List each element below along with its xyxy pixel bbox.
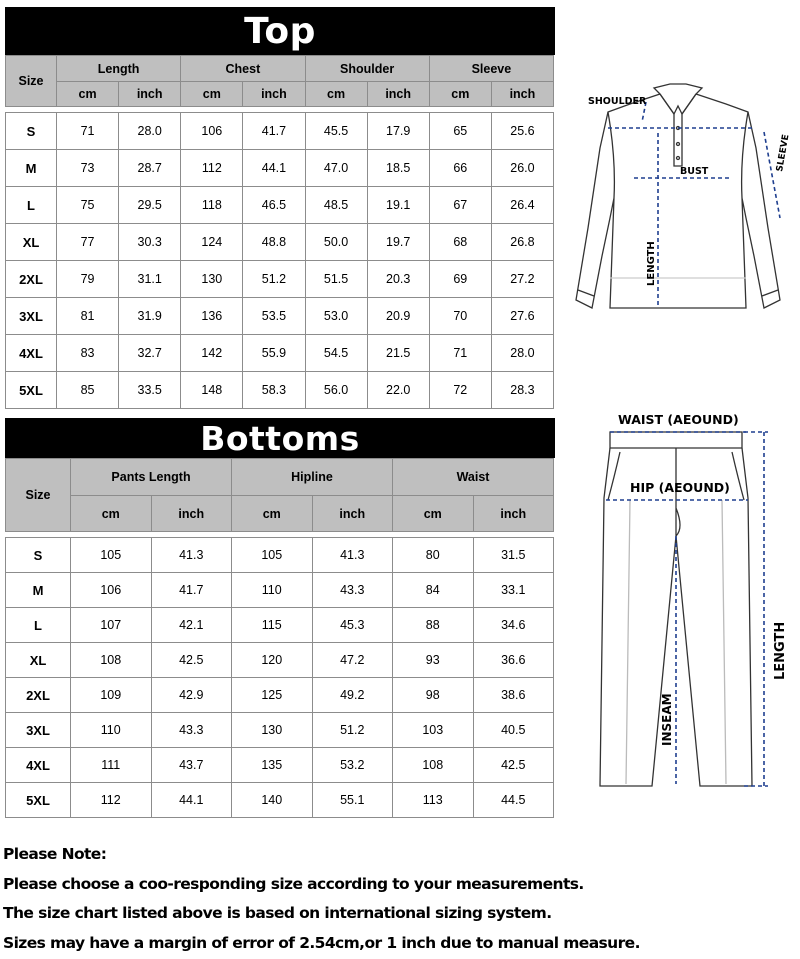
- table-row: [6, 150, 554, 187]
- measurement-cell: 33.5: [119, 372, 181, 409]
- top-unit-header: inch: [491, 82, 553, 107]
- measurement-cell: 42.9: [151, 678, 232, 713]
- bottoms-unit-header: inch: [312, 496, 393, 532]
- measurement-cell: 130: [181, 261, 243, 298]
- table-row: [6, 335, 554, 372]
- top-section-title: Top: [5, 7, 555, 55]
- measurement-cell: 28.0: [119, 113, 181, 150]
- measurement-cell: 112: [71, 783, 152, 818]
- measurement-cell: 19.7: [367, 224, 429, 261]
- measurement-cell: 44.1: [151, 783, 232, 818]
- top-unit-header: inch: [119, 82, 181, 107]
- size-cell: XL: [6, 643, 71, 678]
- measurement-cell: 43.7: [151, 748, 232, 783]
- top-group-length: Length: [57, 56, 181, 82]
- measurement-cell: 49.2: [312, 678, 393, 713]
- table-row: [6, 113, 554, 150]
- measurement-cell: 118: [181, 187, 243, 224]
- measurement-cell: 55.9: [243, 335, 305, 372]
- table-row: [6, 187, 554, 224]
- measurement-cell: 79: [57, 261, 119, 298]
- size-cell: M: [6, 150, 57, 187]
- measurement-cell: 20.3: [367, 261, 429, 298]
- measurement-cell: 22.0: [367, 372, 429, 409]
- measurement-cell: 110: [232, 573, 313, 608]
- pants-illustration: [596, 408, 796, 793]
- measurement-cell: 106: [181, 113, 243, 150]
- measurement-cell: 34.6: [473, 608, 554, 643]
- measurement-cell: 113: [393, 783, 474, 818]
- measurement-cell: 93: [393, 643, 474, 678]
- measurement-cell: 48.5: [305, 187, 367, 224]
- measurement-cell: 58.3: [243, 372, 305, 409]
- measurement-cell: 36.6: [473, 643, 554, 678]
- size-cell: 4XL: [6, 335, 57, 372]
- measurement-cell: 108: [393, 748, 474, 783]
- top-unit-header: cm: [305, 82, 367, 107]
- bottoms-section-title: Bottoms: [5, 418, 555, 458]
- size-cell: L: [6, 608, 71, 643]
- shirt-label-length: LENGTH: [646, 241, 657, 286]
- measurement-cell: 55.1: [312, 783, 393, 818]
- measurement-cell: 48.8: [243, 224, 305, 261]
- shirt-label-bust: BUST: [680, 166, 709, 177]
- measurement-cell: 70: [429, 298, 491, 335]
- top-size-header: Size: [6, 56, 57, 107]
- measurement-cell: 53.5: [243, 298, 305, 335]
- measurement-cell: 71: [57, 113, 119, 150]
- top-unit-header: cm: [429, 82, 491, 107]
- measurement-cell: 51.5: [305, 261, 367, 298]
- size-cell: 3XL: [6, 298, 57, 335]
- size-cell: L: [6, 187, 57, 224]
- measurement-cell: 38.6: [473, 678, 554, 713]
- measurement-cell: 67: [429, 187, 491, 224]
- top-group-shoulder: Shoulder: [305, 56, 429, 82]
- measurement-cell: 107: [71, 608, 152, 643]
- measurement-cell: 41.3: [312, 538, 393, 573]
- measurement-cell: 115: [232, 608, 313, 643]
- measurement-cell: 109: [71, 678, 152, 713]
- notes-line: Sizes may have a margin of error of 2.54cm,or 1 inch due to manual measure.: [3, 933, 640, 952]
- measurement-cell: 26.0: [491, 150, 553, 187]
- shirt-label-shoulder: SHOULDER: [588, 96, 647, 107]
- bottoms-size-table: [5, 458, 554, 818]
- measurement-cell: 71: [429, 335, 491, 372]
- measurement-cell: 81: [57, 298, 119, 335]
- size-cell: S: [6, 113, 57, 150]
- measurement-cell: 68: [429, 224, 491, 261]
- bottoms-group-pants-length: Pants Length: [71, 459, 232, 496]
- table-row: [6, 643, 554, 678]
- measurement-cell: 103: [393, 713, 474, 748]
- table-row: [6, 372, 554, 409]
- size-cell: XL: [6, 224, 57, 261]
- measurement-cell: 30.3: [119, 224, 181, 261]
- measurement-cell: 83: [57, 335, 119, 372]
- shirt-outline: [576, 84, 780, 308]
- measurement-cell: 21.5: [367, 335, 429, 372]
- measurement-cell: 98: [393, 678, 474, 713]
- pants-label-inseam: INSEAM: [660, 693, 674, 746]
- measurement-cell: 51.2: [243, 261, 305, 298]
- bottoms-size-header: Size: [6, 459, 71, 532]
- size-cell: 5XL: [6, 783, 71, 818]
- measurement-cell: 53.2: [312, 748, 393, 783]
- bottoms-group-waist: Waist: [393, 459, 554, 496]
- notes-line: Please choose a coo-responding size according to your measurements.: [3, 874, 584, 893]
- shirt-measurement-diagram: [570, 78, 792, 318]
- top-unit-header: cm: [181, 82, 243, 107]
- measurement-cell: 53.0: [305, 298, 367, 335]
- pants-measurement-diagram: [596, 408, 796, 793]
- measurement-cell: 135: [232, 748, 313, 783]
- measurement-cell: 25.6: [491, 113, 553, 150]
- size-cell: 2XL: [6, 678, 71, 713]
- measurement-cell: 88: [393, 608, 474, 643]
- size-cell: M: [6, 573, 71, 608]
- top-group-sleeve: Sleeve: [429, 56, 553, 82]
- measurement-cell: 17.9: [367, 113, 429, 150]
- measurement-cell: 47.0: [305, 150, 367, 187]
- measurement-cell: 20.9: [367, 298, 429, 335]
- table-row: [6, 298, 554, 335]
- top-unit-header: cm: [57, 82, 119, 107]
- shirt-measure-lines: [608, 102, 780, 306]
- measurement-cell: 29.5: [119, 187, 181, 224]
- measurement-cell: 45.5: [305, 113, 367, 150]
- measurement-cell: 51.2: [312, 713, 393, 748]
- shirt-illustration: [570, 78, 792, 318]
- measurement-cell: 50.0: [305, 224, 367, 261]
- table-row: [6, 261, 554, 298]
- top-size-table: [5, 55, 554, 409]
- bottoms-unit-header: inch: [473, 496, 554, 532]
- measurement-cell: 18.5: [367, 150, 429, 187]
- measurement-cell: 41.7: [151, 573, 232, 608]
- size-cell: 3XL: [6, 713, 71, 748]
- bottoms-unit-header: cm: [232, 496, 313, 532]
- measurement-cell: 108: [71, 643, 152, 678]
- top-group-chest: Chest: [181, 56, 305, 82]
- measurement-cell: 28.3: [491, 372, 553, 409]
- measurement-cell: 47.2: [312, 643, 393, 678]
- notes-heading: Please Note:: [3, 845, 107, 863]
- measurement-cell: 106: [71, 573, 152, 608]
- measurement-cell: 40.5: [473, 713, 554, 748]
- measurement-cell: 41.7: [243, 113, 305, 150]
- pants-label-hip: HIP (AEOUND): [630, 480, 730, 495]
- bottoms-group-hipline: Hipline: [232, 459, 393, 496]
- measurement-cell: 84: [393, 573, 474, 608]
- size-cell: 5XL: [6, 372, 57, 409]
- table-row: [6, 748, 554, 783]
- measurement-cell: 142: [181, 335, 243, 372]
- measurement-cell: 85: [57, 372, 119, 409]
- measurement-cell: 56.0: [305, 372, 367, 409]
- measurement-cell: 44.5: [473, 783, 554, 818]
- measurement-cell: 105: [232, 538, 313, 573]
- measurement-cell: 72: [429, 372, 491, 409]
- measurement-cell: 66: [429, 150, 491, 187]
- size-cell: S: [6, 538, 71, 573]
- measurement-cell: 46.5: [243, 187, 305, 224]
- measurement-cell: 69: [429, 261, 491, 298]
- table-row: [6, 224, 554, 261]
- measurement-cell: 124: [181, 224, 243, 261]
- measurement-cell: 45.3: [312, 608, 393, 643]
- bottoms-unit-header: cm: [393, 496, 474, 532]
- table-row: [6, 678, 554, 713]
- measurement-cell: 75: [57, 187, 119, 224]
- measurement-cell: 31.9: [119, 298, 181, 335]
- measurement-cell: 105: [71, 538, 152, 573]
- measurement-cell: 27.6: [491, 298, 553, 335]
- table-row: [6, 538, 554, 573]
- measurement-cell: 73: [57, 150, 119, 187]
- measurement-cell: 80: [393, 538, 474, 573]
- table-row: [6, 783, 554, 818]
- table-row: [6, 713, 554, 748]
- measurement-cell: 19.1: [367, 187, 429, 224]
- measurement-cell: 27.2: [491, 261, 553, 298]
- measurement-cell: 26.4: [491, 187, 553, 224]
- measurement-cell: 120: [232, 643, 313, 678]
- size-cell: 4XL: [6, 748, 71, 783]
- measurement-cell: 32.7: [119, 335, 181, 372]
- measurement-cell: 33.1: [473, 573, 554, 608]
- measurement-cell: 28.7: [119, 150, 181, 187]
- measurement-cell: 31.1: [119, 261, 181, 298]
- measurement-cell: 111: [71, 748, 152, 783]
- table-row: [6, 573, 554, 608]
- pants-label-length: LENGTH: [773, 621, 788, 680]
- measurement-cell: 140: [232, 783, 313, 818]
- pants-label-waist: WAIST (AEOUND): [618, 412, 739, 427]
- measurement-cell: 44.1: [243, 150, 305, 187]
- size-cell: 2XL: [6, 261, 57, 298]
- measurement-cell: 65: [429, 113, 491, 150]
- top-unit-header: inch: [243, 82, 305, 107]
- measurement-cell: 136: [181, 298, 243, 335]
- shirt-label-sleeve: SLEEVE: [775, 133, 792, 173]
- measurement-cell: 42.1: [151, 608, 232, 643]
- measurement-cell: 54.5: [305, 335, 367, 372]
- measurement-cell: 26.8: [491, 224, 553, 261]
- measurement-cell: 112: [181, 150, 243, 187]
- measurement-cell: 77: [57, 224, 119, 261]
- measurement-cell: 42.5: [473, 748, 554, 783]
- measurement-cell: 130: [232, 713, 313, 748]
- measurement-cell: 41.3: [151, 538, 232, 573]
- measurement-cell: 148: [181, 372, 243, 409]
- measurement-cell: 42.5: [151, 643, 232, 678]
- bottoms-unit-header: cm: [71, 496, 152, 532]
- notes-line: The size chart listed above is based on international sizing system.: [3, 904, 552, 922]
- measurement-cell: 28.0: [491, 335, 553, 372]
- measurement-cell: 110: [71, 713, 152, 748]
- top-unit-header: inch: [367, 82, 429, 107]
- measurement-cell: 125: [232, 678, 313, 713]
- measurement-cell: 43.3: [312, 573, 393, 608]
- measurement-cell: 43.3: [151, 713, 232, 748]
- measurement-cell: 31.5: [473, 538, 554, 573]
- size-notes: [3, 840, 793, 958]
- table-row: [6, 608, 554, 643]
- bottoms-unit-header: inch: [151, 496, 232, 532]
